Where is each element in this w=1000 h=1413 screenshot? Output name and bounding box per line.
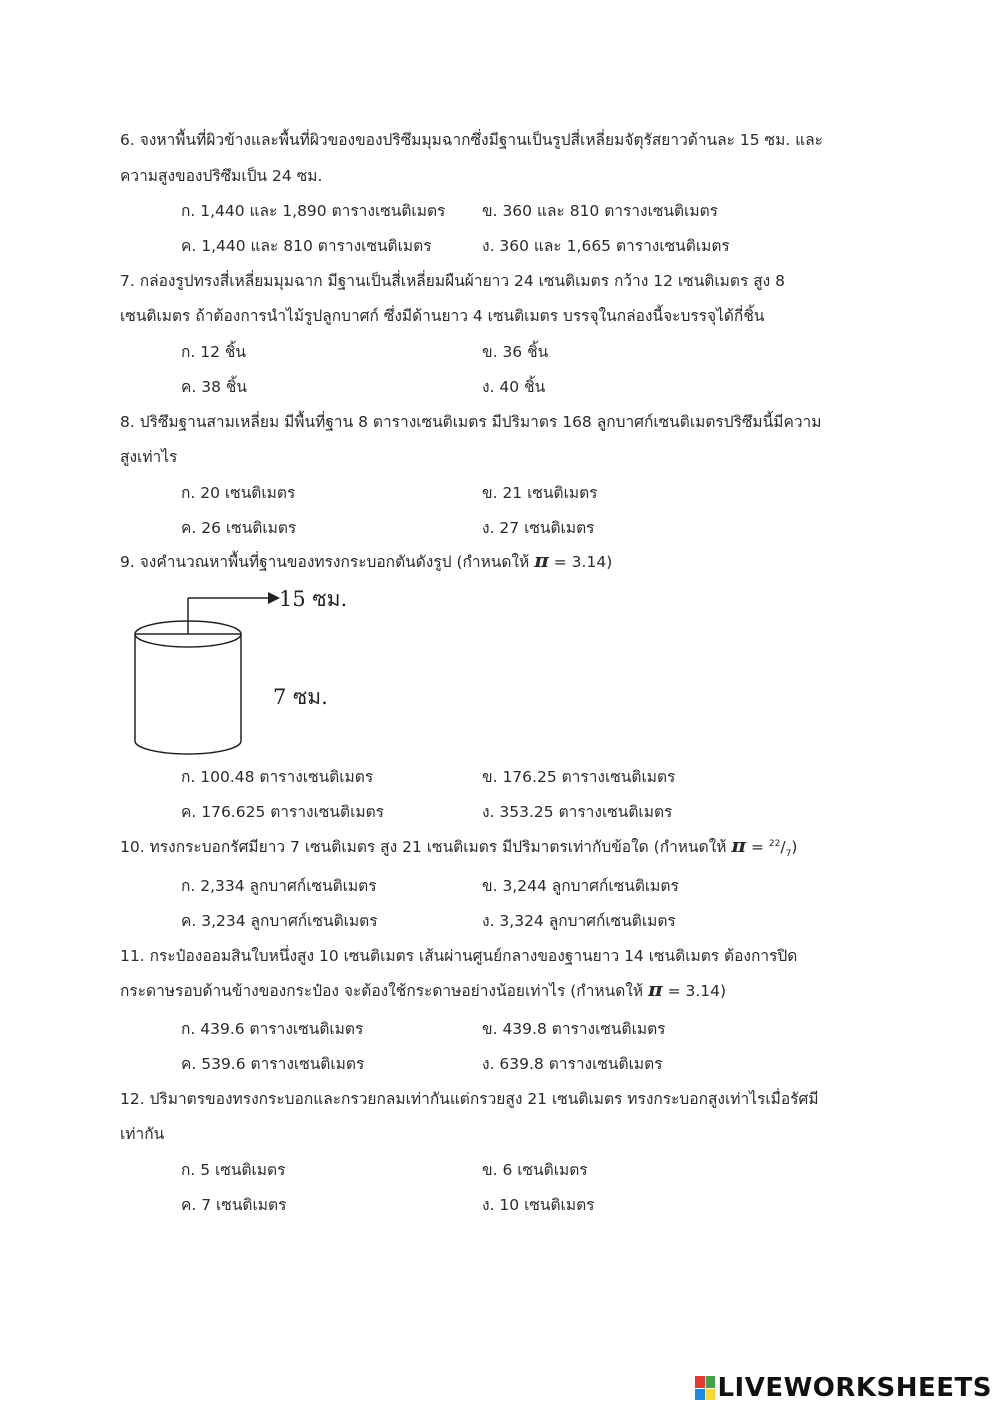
logo-text: LIVEWORKSHEETS	[717, 1373, 992, 1403]
q11-text: กระดาษรอบด้านข้างของกระป๋อง จะต้องใช้กระดาษอย่างน้อยเท่าไร (กำหนดให้	[120, 982, 644, 1000]
q8-option-b[interactable]: ข. 21 เซนติเมตร	[482, 484, 598, 502]
liveworksheets-logo[interactable]	[695, 1373, 992, 1403]
question-10-text	[120, 833, 797, 859]
logo-square-red	[695, 1376, 705, 1388]
q9-option-c[interactable]: ค. 176.625 ตารางเซนติเมตร	[181, 803, 384, 821]
q11-option-d[interactable]: ง. 639.8 ตารางเซนติเมตร	[482, 1055, 663, 1073]
q9-option-a[interactable]: ก. 100.48 ตารางเซนติเมตร	[181, 768, 374, 786]
q10-option-d[interactable]: ง. 3,324 ลูกบาศก์เซนติเมตร	[482, 912, 676, 930]
q9-text: 9. จงคำนวณหาพื้นที่ฐานของทรงกระบอกตันดังรูป (กำหนดให้	[120, 553, 530, 571]
question-12-line-2: เท่ากัน	[120, 1125, 165, 1143]
cylinder-bottom-arc	[135, 741, 241, 754]
radius-label: 15 ซม.	[279, 587, 348, 611]
q10-text: 10. ทรงกระบอกรัศมียาว 7 เซนติเมตร สูง 21 เซนติเมตร มีปริมาตรเท่ากับข้อใด (กำหนดให้	[120, 838, 727, 856]
q12-option-c[interactable]: ค. 7 เซนติเมตร	[181, 1196, 287, 1214]
q6-option-b[interactable]: ข. 360 และ 810 ตารางเซนติเมตร	[482, 202, 718, 220]
q11-tail: = 3.14)	[662, 982, 727, 1000]
q7-option-c[interactable]: ค. 38 ชิ้น	[181, 378, 247, 396]
q10-option-b[interactable]: ข. 3,244 ลูกบาศก์เซนติเมตร	[482, 877, 679, 895]
pi-symbol: π	[648, 977, 663, 1001]
q11-option-a[interactable]: ก. 439.6 ตารางเซนติเมตร	[181, 1020, 364, 1038]
question-7-line-1: 7. กล่องรูปทรงสี่เหลี่ยมมุมฉาก มีฐานเป็นสี่เหลี่ยมผืนผ้ายาว 24 เซนติเมตร กว้าง 12 เซนติเมตร สูง 8	[120, 272, 786, 290]
q7-option-d[interactable]: ง. 40 ชิ้น	[482, 378, 546, 396]
fraction-denominator: 7	[785, 849, 792, 860]
pi-symbol: π	[534, 548, 549, 572]
q9-tail: = 3.14)	[548, 553, 613, 571]
q6-option-d[interactable]: ง. 360 และ 1,665 ตารางเซนติเมตร	[482, 237, 730, 255]
q6-option-c[interactable]: ค. 1,440 และ 810 ตารางเซนติเมตร	[181, 237, 432, 255]
question-6-line-1: 6. จงหาพื้นที่ผิวข้างและพื้นที่ผิวของของปริซึมมุมฉากซึ่งมีฐานเป็นรูปสี่เหลี่ยมจัตุรัสยาวด้านละ 15 ซม. และ	[120, 131, 823, 149]
q8-option-d[interactable]: ง. 27 เซนติเมตร	[482, 519, 595, 537]
height-label: 7 ซม.	[273, 685, 328, 709]
fraction-slash: /	[780, 838, 786, 856]
question-8-line-2: สูงเท่าไร	[120, 448, 178, 466]
cylinder-figure	[126, 586, 386, 756]
q7-option-a[interactable]: ก. 12 ชิ้น	[181, 343, 247, 361]
q10-option-a[interactable]: ก. 2,334 ลูกบาศก์เซนติเมตร	[181, 877, 377, 895]
q12-option-b[interactable]: ข. 6 เซนติเมตร	[482, 1161, 588, 1179]
question-11-line-1: 11. กระป๋องออมสินใบหนึ่งสูง 10 เซนติเมตร เส้นผ่านศูนย์กลางของฐานยาว 14 เซนติเมตร ต้องการปิด	[120, 947, 798, 965]
question-11-line-2	[120, 977, 726, 1003]
q8-option-a[interactable]: ก. 20 เซนติเมตร	[181, 484, 296, 502]
q9-option-b[interactable]: ข. 176.25 ตารางเซนติเมตร	[482, 768, 676, 786]
pi-symbol: π	[731, 833, 747, 857]
logo-square-green	[706, 1376, 716, 1388]
q11-option-b[interactable]: ข. 439.8 ตารางเซนติเมตร	[482, 1020, 666, 1038]
q12-option-a[interactable]: ก. 5 เซนติเมตร	[181, 1161, 286, 1179]
question-8-line-1: 8. ปริซึมฐานสามเหลี่ยม มีพื้นที่ฐาน 8 ตารางเซนติเมตร มีปริมาตร 168 ลูกบาศก์เซนติเมตรปริซึมนี้มีความ	[120, 413, 822, 431]
question-9-text	[120, 548, 612, 574]
q8-option-c[interactable]: ค. 26 เซนติเมตร	[181, 519, 297, 537]
logo-square-yellow	[706, 1389, 716, 1401]
q12-option-d[interactable]: ง. 10 เซนติเมตร	[482, 1196, 595, 1214]
q10-eq: =	[746, 838, 769, 856]
logo-icon	[695, 1376, 715, 1400]
q10-close: )	[791, 838, 798, 856]
fraction-numerator: 22	[768, 838, 781, 849]
question-7-line-2: เซนติเมตร ถ้าต้องการนำไม้รูปลูกบาศก์ ซึ่งมีด้านยาว 4 เซนติเมตร บรรจุในกล่องนี้จะบรรจุได้กี่ชิ้น	[120, 307, 765, 325]
question-6-line-2: ความสูงของปริซึมเป็น 24 ซม.	[120, 167, 323, 185]
q10-option-c[interactable]: ค. 3,234 ลูกบาศก์เซนติเมตร	[181, 912, 378, 930]
logo-square-blue	[695, 1389, 705, 1401]
q6-option-a[interactable]: ก. 1,440 และ 1,890 ตารางเซนติเมตร	[181, 202, 446, 220]
question-12-line-1: 12. ปริมาตรของทรงกระบอกและกรวยกลมเท่ากันแต่กรวยสูง 21 เซนติเมตร ทรงกระบอกสูงเท่าไรเมื่อรัศมี	[120, 1090, 819, 1108]
q11-option-c[interactable]: ค. 539.6 ตารางเซนติเมตร	[181, 1055, 365, 1073]
q7-option-b[interactable]: ข. 36 ชิ้น	[482, 343, 549, 361]
q9-option-d[interactable]: ง. 353.25 ตารางเซนติเมตร	[482, 803, 673, 821]
